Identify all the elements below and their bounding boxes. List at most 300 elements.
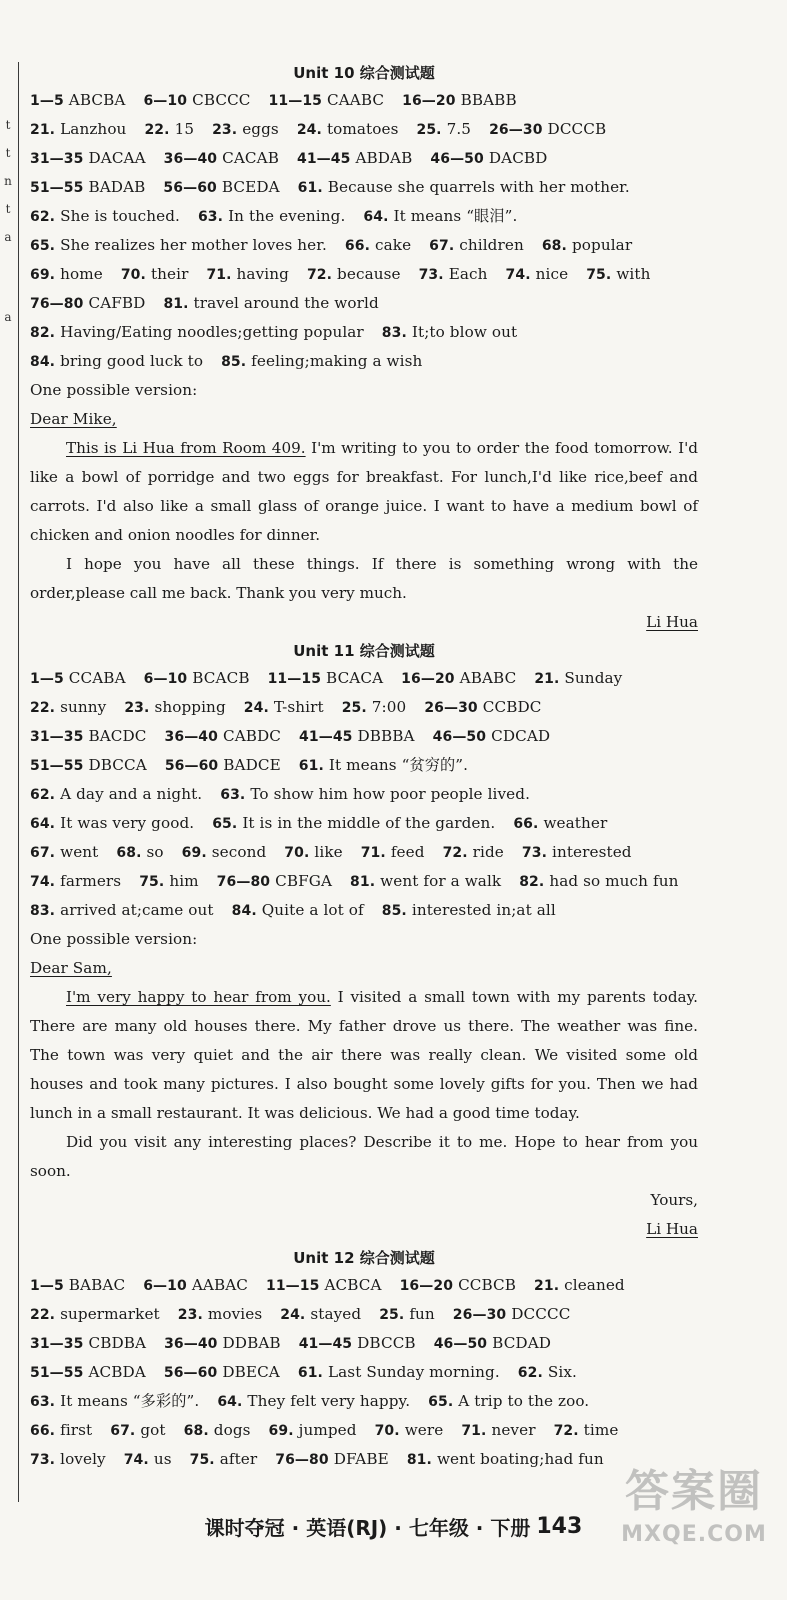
answer-text: feed [390, 843, 425, 861]
answer-item [198, 202, 345, 231]
answer-text: BCEDA [221, 178, 280, 196]
answer-text: CBDBA [88, 1334, 147, 1352]
book-title: 课时夺冠 · 英语(RJ) · 七年级 · 下册 [204, 1515, 531, 1540]
answer-text: DBCCB [357, 1334, 416, 1352]
question-number: 61. [297, 180, 323, 196]
answer-text: nice [535, 265, 569, 283]
signature-name: Li Hua [646, 613, 698, 631]
essay-greeting [30, 954, 698, 983]
answer-item [534, 664, 622, 693]
answer-item [284, 838, 342, 867]
question-number: 61. [298, 758, 324, 774]
answer-text: BABAC [68, 1276, 126, 1294]
answer-item [586, 260, 650, 289]
answer-item [506, 260, 569, 289]
answer-item [163, 173, 279, 202]
answer-item [190, 1445, 258, 1474]
answer-item [110, 1416, 165, 1445]
answer-item [297, 144, 412, 173]
question-number: 75. [189, 1452, 215, 1468]
answer-row [30, 202, 698, 231]
answer-item [299, 751, 468, 780]
answer-text: fun [409, 1305, 435, 1323]
question-number: 67. [110, 1423, 136, 1439]
answer-text: us [153, 1450, 172, 1468]
answer-item [453, 1300, 571, 1329]
answer-text: shopping [154, 698, 226, 716]
question-number: 22. [30, 700, 56, 716]
answer-item [402, 86, 517, 115]
unit-11-section [30, 638, 698, 1244]
answer-row [30, 144, 698, 173]
gutter-mark: a [4, 230, 12, 244]
question-number: 72. [553, 1423, 579, 1439]
answer-item [534, 1271, 625, 1300]
question-number: 16—20 [402, 93, 456, 109]
answer-text: A day and a night. [60, 785, 203, 803]
answer-text: stayed [310, 1305, 362, 1323]
answer-text: because [337, 265, 401, 283]
gutter-mark: a [4, 310, 12, 324]
answer-text: travel around the world [193, 294, 379, 312]
answer-item [212, 115, 279, 144]
essay-greeting [30, 405, 698, 434]
question-number: 72. [306, 267, 333, 283]
answer-item [116, 838, 163, 867]
question-number: 61. [297, 1365, 323, 1381]
answer-text: It means “贫穷的”. [328, 756, 469, 774]
answer-item [143, 1271, 248, 1300]
answer-item [30, 289, 145, 318]
question-number: 21. [30, 122, 56, 138]
question-number: 25. [416, 122, 442, 138]
answer-text: Each [448, 265, 488, 283]
answer-item [518, 1358, 577, 1387]
answer-item [30, 780, 202, 809]
answer-item [401, 664, 516, 693]
answer-text: interested in;at all [411, 901, 556, 919]
question-number: 69. [181, 845, 207, 861]
question-number: 46—50 [432, 729, 487, 745]
answer-item [217, 1387, 410, 1416]
answer-item [407, 1445, 604, 1474]
answer-text: Having/Eating noodles;getting popular [60, 323, 364, 341]
question-number: 24. [280, 1307, 306, 1323]
question-number: 51—55 [30, 758, 84, 774]
answer-text: In the evening. [228, 207, 346, 225]
answer-item [217, 867, 332, 896]
question-number: 23. [212, 122, 238, 138]
gutter-mark: t [5, 202, 11, 216]
answer-row [30, 664, 698, 693]
answer-text: CCBDC [482, 698, 542, 716]
answer-text: time [583, 1421, 619, 1439]
answer-item [417, 115, 472, 144]
answer-item [382, 896, 556, 925]
answer-item [30, 260, 103, 289]
answer-item [280, 1300, 361, 1329]
answer-text: DBCCA [88, 756, 147, 774]
binding-margin-line [18, 62, 19, 1502]
answer-text: children [459, 236, 524, 254]
answer-text: BADCE [223, 756, 281, 774]
question-number: 75. [139, 874, 165, 890]
answer-text: DCCCB [547, 120, 607, 138]
question-number: 36—40 [163, 151, 218, 167]
unit-title: Unit 12 综合测试题 [293, 1249, 435, 1267]
answer-text: Quite a lot of [261, 901, 364, 919]
unit-12-section [30, 1245, 698, 1474]
question-number: 36—40 [164, 1336, 218, 1352]
question-number: 23. [124, 700, 150, 716]
answer-item [30, 86, 125, 115]
answer-text: never [491, 1421, 536, 1439]
answer-row [30, 722, 698, 751]
answer-item [361, 838, 425, 867]
essay-signature [30, 608, 698, 637]
answer-item [275, 1445, 389, 1474]
question-number: 68. [116, 845, 142, 861]
answer-item [144, 664, 250, 693]
answer-item [206, 260, 289, 289]
question-number: 64. [30, 816, 56, 832]
question-number: 1—5 [30, 93, 64, 109]
answer-item [30, 751, 147, 780]
answer-item [419, 260, 488, 289]
answer-text: second [211, 843, 267, 861]
question-number: 23. [177, 1307, 203, 1323]
question-number: 22. [144, 122, 170, 138]
answer-item [124, 1445, 172, 1474]
answer-text: It means “眼泪”. [393, 207, 518, 225]
answer-text: cleaned [564, 1276, 625, 1294]
answer-item [522, 838, 632, 867]
signature-name: Li Hua [646, 1220, 698, 1238]
answer-item [30, 347, 203, 376]
answer-row [30, 86, 698, 115]
answer-text: BBABB [460, 91, 517, 109]
question-number: 70. [120, 267, 146, 283]
question-number: 62. [30, 209, 56, 225]
essay-intro: One possible version: [30, 381, 198, 399]
answer-text: It was very good. [60, 814, 195, 832]
answer-item [382, 318, 517, 347]
question-number: 84. [30, 354, 56, 370]
answer-item [307, 260, 401, 289]
answer-item [121, 260, 189, 289]
question-number: 62. [517, 1365, 543, 1381]
answer-text: 7:00 [371, 698, 407, 716]
answer-item [30, 115, 126, 144]
question-number: 66. [513, 816, 539, 832]
page-number: 143 [536, 1513, 583, 1539]
answer-text: popular [571, 236, 633, 254]
answer-text: DCCCC [511, 1305, 571, 1323]
answer-text: so [146, 843, 164, 861]
question-number: 65. [212, 816, 238, 832]
question-number: 21. [534, 671, 560, 687]
answer-text: after [219, 1450, 258, 1468]
answer-row [30, 318, 698, 347]
question-number: 82. [30, 325, 56, 341]
answer-item [30, 1329, 146, 1358]
answer-row [30, 1271, 698, 1300]
answer-item [30, 838, 98, 867]
question-number: 70. [284, 845, 310, 861]
answer-rows [30, 1271, 698, 1474]
question-number: 25. [341, 700, 367, 716]
answer-text: home [60, 265, 103, 283]
question-number: 73. [521, 845, 548, 861]
answer-text: first [60, 1421, 93, 1439]
answer-text: were [404, 1421, 444, 1439]
answer-text: It means “多彩的”. [60, 1392, 200, 1410]
answer-row [30, 1416, 698, 1445]
question-number: 25. [379, 1307, 405, 1323]
answer-text: sunny [60, 698, 107, 716]
answer-row [30, 896, 698, 925]
question-number: 63. [220, 787, 246, 803]
answer-text: BACDC [88, 727, 147, 745]
question-number: 71. [461, 1423, 487, 1439]
answer-item [350, 867, 501, 896]
answer-item [342, 693, 407, 722]
watermark [609, 1462, 779, 1592]
question-number: 66. [344, 238, 370, 254]
answer-item [30, 664, 126, 693]
question-number: 76—80 [30, 296, 84, 312]
answer-item [375, 1416, 444, 1445]
answer-text: DBECA [222, 1363, 280, 1381]
question-number: 66. [30, 1423, 56, 1439]
answer-item [212, 809, 495, 838]
question-number: 69. [268, 1423, 294, 1439]
answer-text: cake [375, 236, 412, 254]
question-number: 56—60 [163, 180, 217, 196]
question-number: 6—10 [143, 1278, 187, 1294]
answer-text: ABABC [459, 669, 517, 687]
essay-paragraph-2: Did you visit any interesting places? Describe it to me. Hope to hear from you soon. [30, 1133, 698, 1180]
question-number: 46—50 [430, 151, 484, 167]
answer-text: weather [543, 814, 608, 832]
answer-item [268, 664, 384, 693]
question-number: 83. [30, 903, 56, 919]
answer-text: It is in the middle of the garden. [242, 814, 496, 832]
answer-item [144, 115, 194, 144]
paragraph-text: I visited a small town with my parents today. There are many old houses there. My father drove us there. The weather was fine. The town was very quiet and the air there was really clean. We visited some old houses and took many pictures. I also bought some lovely gifts for you. Then we had lunch in a small restaurant. It was delicious. We had a good time today. [30, 988, 698, 1122]
answer-text: CAFBD [88, 294, 146, 312]
question-number: 85. [381, 903, 407, 919]
question-number: 76—80 [275, 1452, 329, 1468]
answer-text: She realizes her mother loves her. [60, 236, 327, 254]
answer-text: went boating;had fun [436, 1450, 604, 1468]
answer-item [30, 693, 106, 722]
answer-item [30, 173, 145, 202]
answer-item [443, 838, 504, 867]
unit-10-section [30, 60, 698, 637]
question-number: 41—45 [298, 1336, 353, 1352]
answer-item [30, 1358, 146, 1387]
question-number: 51—55 [30, 1365, 84, 1381]
question-number: 26—30 [424, 700, 478, 716]
answer-row [30, 867, 698, 896]
essay-paragraph-2: I hope you have all these things. If there is something wrong with the order,please call me back. Thank you very much. [30, 555, 698, 602]
answer-item [429, 231, 524, 260]
answer-row [30, 751, 698, 780]
gutter-mark: t [5, 118, 11, 132]
question-number: 1—5 [30, 1278, 64, 1294]
answer-item [519, 867, 678, 896]
answer-row [30, 780, 698, 809]
essay-closing: Yours, [650, 1191, 698, 1209]
answer-text: interested [552, 843, 632, 861]
question-number: 36—40 [164, 729, 218, 745]
underlined-sentence: I'm very happy to hear from you. [66, 988, 331, 1006]
answer-item [30, 231, 327, 260]
answer-row [30, 115, 698, 144]
answer-text: went [60, 843, 99, 861]
answer-text: feeling;making a wish [251, 352, 423, 370]
underlined-sentence: This is Li Hua from Room 409. [66, 439, 306, 457]
answer-text: Lanzhou [60, 120, 127, 138]
question-number: 1—5 [30, 671, 64, 687]
answer-text: dogs [213, 1421, 251, 1439]
essay-intro: One possible version: [30, 930, 198, 948]
answer-item [513, 809, 607, 838]
question-number: 31—35 [30, 729, 84, 745]
answer-item [124, 693, 225, 722]
answer-text: had so much fun [549, 872, 679, 890]
answer-item [30, 1300, 160, 1329]
answer-item [182, 838, 267, 867]
answer-item [244, 693, 324, 722]
question-number: 73. [418, 267, 444, 283]
answer-item [30, 896, 214, 925]
answer-item [461, 1416, 535, 1445]
question-number: 84. [231, 903, 257, 919]
answer-item [30, 722, 147, 751]
question-number: 69. [30, 267, 56, 283]
answer-item [30, 1445, 106, 1474]
question-number: 83. [381, 325, 407, 341]
answer-text: To show him how poor people lived. [250, 785, 531, 803]
answer-item [489, 115, 606, 144]
question-number: 82. [519, 874, 545, 890]
answer-row [30, 809, 698, 838]
answer-text: CCABA [68, 669, 126, 687]
answer-item [30, 1387, 199, 1416]
answer-item [165, 751, 281, 780]
unit-title: Unit 11 综合测试题 [293, 642, 435, 660]
answer-text: having [236, 265, 289, 283]
answer-text: DFABE [333, 1450, 389, 1468]
answer-item [428, 1387, 589, 1416]
question-number: 85. [221, 354, 247, 370]
answer-item [430, 144, 547, 173]
answer-text: CACAB [222, 149, 279, 167]
answer-item [554, 1416, 619, 1445]
answer-row [30, 347, 698, 376]
question-number: 24. [243, 700, 269, 716]
question-number: 74. [505, 267, 531, 283]
answer-text: like [314, 843, 343, 861]
question-number: 41—45 [296, 151, 351, 167]
watermark-text: MXQE.COM [621, 1522, 767, 1547]
answer-text: BCACB [192, 669, 250, 687]
question-number: 64. [363, 209, 389, 225]
question-number: 22. [30, 1307, 56, 1323]
answer-text: farmers [60, 872, 122, 890]
answer-item [345, 231, 411, 260]
greeting-text: Dear Sam, [30, 959, 112, 977]
answer-item [266, 1271, 382, 1300]
answer-rows [30, 664, 698, 925]
answer-text: Last Sunday morning. [327, 1363, 500, 1381]
answer-item [299, 1329, 416, 1358]
question-number: 62. [30, 787, 56, 803]
answer-text: She is touched. [60, 207, 180, 225]
question-number: 71. [206, 267, 232, 283]
answer-item [400, 1271, 516, 1300]
answer-item [30, 144, 146, 173]
question-number: 64. [217, 1394, 243, 1410]
question-number: 72. [442, 845, 468, 861]
answer-item [30, 867, 121, 896]
answer-text: DACAA [88, 149, 146, 167]
essay-paragraph-1 [30, 983, 698, 1128]
question-number: 81. [350, 874, 376, 890]
question-number: 31—35 [30, 151, 84, 167]
question-number: 74. [123, 1452, 149, 1468]
answer-row [30, 173, 698, 202]
answer-text: ACBCA [324, 1276, 382, 1294]
answer-row [30, 1300, 698, 1329]
answer-text: movies [207, 1305, 263, 1323]
answer-text: jumped [298, 1421, 357, 1439]
greeting-text: Dear Mike, [30, 410, 117, 428]
question-number: 41—45 [299, 729, 353, 745]
answer-text: They felt very happy. [247, 1392, 411, 1410]
answer-row [30, 693, 698, 722]
question-number: 67. [30, 845, 56, 861]
answer-item [164, 144, 279, 173]
question-number: 21. [534, 1278, 560, 1294]
answer-item [299, 722, 415, 751]
answer-item [164, 1358, 280, 1387]
answer-item [298, 1358, 500, 1387]
answer-item [30, 1416, 92, 1445]
question-number: 81. [406, 1452, 432, 1468]
question-number: 11—15 [267, 671, 322, 687]
answer-text: T-shirt [273, 698, 324, 716]
answer-text: went for a walk [380, 872, 502, 890]
answer-text: got [140, 1421, 166, 1439]
answer-item [220, 780, 530, 809]
gutter-mark: t [5, 146, 11, 160]
question-number: 56—60 [163, 1365, 218, 1381]
answer-row [30, 231, 698, 260]
answer-item [165, 722, 282, 751]
question-number: 70. [374, 1423, 400, 1439]
question-number: 76—80 [216, 874, 271, 890]
answer-text: ABDAB [355, 149, 413, 167]
answer-text: CBFGA [275, 872, 333, 890]
answer-item [30, 202, 180, 231]
question-number: 67. [429, 238, 455, 254]
answer-text: It;to blow out [411, 323, 518, 341]
question-number: 63. [30, 1394, 56, 1410]
answer-text: A trip to the zoo. [458, 1392, 590, 1410]
